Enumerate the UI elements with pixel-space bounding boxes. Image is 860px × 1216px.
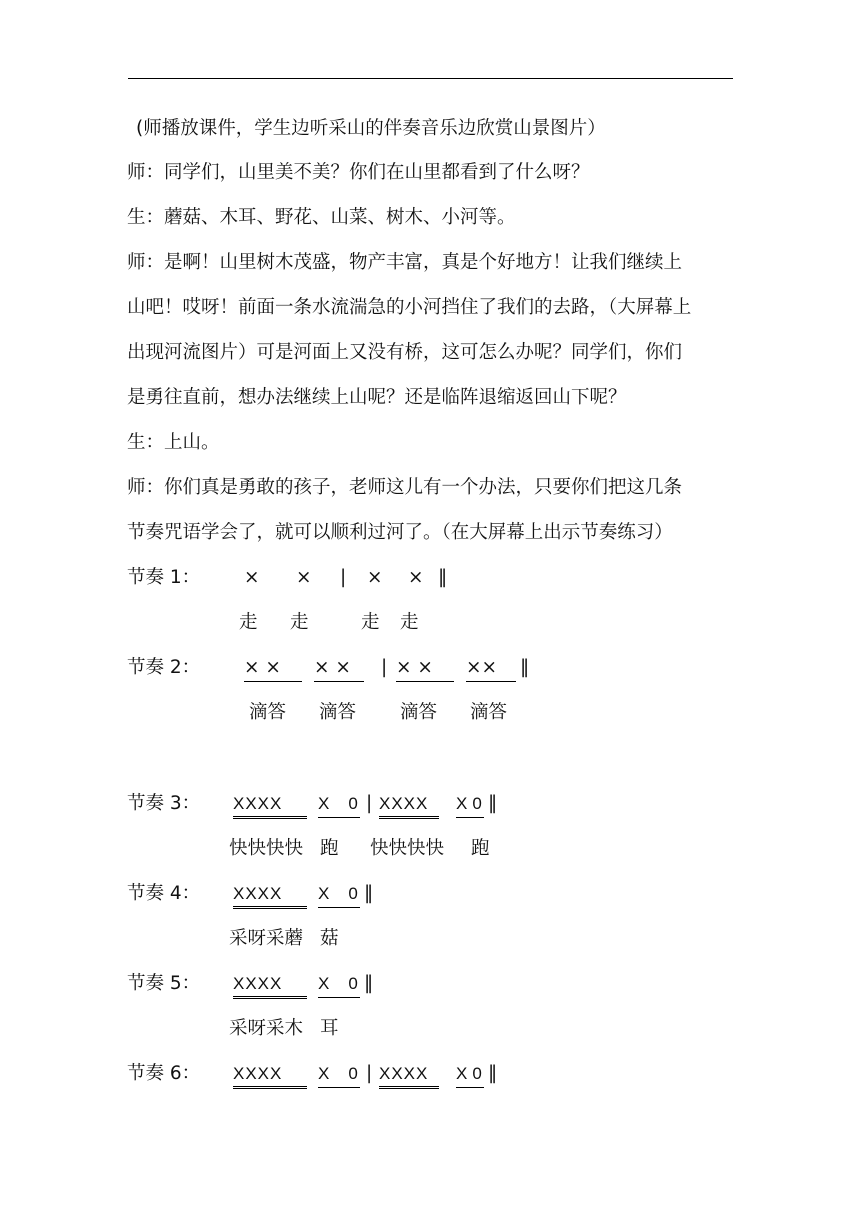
rhythm-6-sixteenth-notes: XXXX — [233, 1062, 307, 1089]
rhythm-1-note: × — [244, 567, 260, 588]
rhythm-3-barline: | — [366, 793, 373, 814]
paragraph-student-2: 生：上山。 — [127, 432, 220, 453]
rhythm-6-sixteenth-notes: XXXX — [379, 1062, 439, 1089]
rhythm-2-word: 滴答 — [319, 702, 357, 723]
paragraph-teacher-2-line-2: 山吧！哎呀！前面一条水流湍急的小河挡住了我们的去路，（大屏幕上 — [127, 297, 692, 318]
rhythm-1-note: × — [367, 567, 383, 588]
rhythm-1-label: 节奏 1： — [127, 567, 201, 588]
rhythm-2-note-group: × × — [314, 656, 364, 682]
rhythm-3-word: 快快快快 — [229, 838, 304, 859]
rhythm-5-word: 采呀采木 — [229, 1018, 304, 1039]
rhythm-3-eighth-note: X 0 — [456, 792, 484, 818]
rhythm-4-eighth-note: X 0 — [318, 882, 360, 908]
rhythm-3-sixteenth-notes: XXXX — [379, 792, 439, 819]
rhythm-6-barline: | — [366, 1063, 373, 1084]
rhythm-1-note: × — [296, 567, 312, 588]
rhythm-2-word: 滴答 — [470, 702, 508, 723]
paragraph-teacher-2-line-4: 是勇往直前，想办法继续上山呢？还是临阵退缩返回山下呢？ — [127, 387, 627, 408]
rhythm-5-sixteenth-notes: XXXX — [233, 972, 307, 999]
rhythm-5-word: 耳 — [320, 1018, 339, 1039]
header-rule — [128, 78, 733, 79]
rhythm-3-sixteenth-notes: XXXX — [233, 792, 307, 819]
rhythm-2-label: 节奏 2： — [127, 657, 201, 678]
rhythm-5-eighth-note: X 0 — [318, 972, 360, 998]
rhythm-2-end-barline: ‖ — [520, 657, 530, 678]
rhythm-5-label: 节奏 5： — [127, 973, 201, 994]
rhythm-2-note-group: × × — [244, 656, 302, 682]
rhythm-6-eighth-note: X 0 — [456, 1062, 484, 1088]
rhythm-3-eighth-note: X 0 — [318, 792, 360, 818]
rhythm-3-label: 节奏 3： — [127, 793, 201, 814]
paragraph-teacher-3-line-1: 师：你们真是勇敢的孩子，老师这儿有一个办法，只要你们把这几条 — [127, 477, 683, 498]
rhythm-2-note-group: ×× — [466, 656, 516, 682]
rhythm-3-word: 跑 — [471, 838, 490, 859]
rhythm-1-word: 走 — [290, 612, 309, 633]
rhythm-4-end-barline: ‖ — [364, 883, 374, 904]
rhythm-6-eighth-note: X 0 — [318, 1062, 360, 1088]
rhythm-2-barline: | — [381, 657, 388, 678]
rhythm-4-sixteenth-notes: XXXX — [233, 882, 307, 909]
rhythm-1-end-barline: ‖ — [438, 567, 448, 588]
rhythm-4-word: 采呀采蘑 — [229, 928, 304, 949]
paragraph-stage-direction: (师播放课件，学生边听采山的伴奏音乐边欣赏山景图片） — [136, 118, 606, 139]
paragraph-student-1: 生：蘑菇、木耳、野花、山菜、树木、小河等。 — [127, 207, 516, 228]
paragraph-teacher-3-line-2: 节奏咒语学会了，就可以顺利过河了。（在大屏幕上出示节奏练习） — [127, 522, 673, 543]
rhythm-4-word: 菇 — [320, 928, 339, 949]
rhythm-4-label: 节奏 4： — [127, 883, 201, 904]
rhythm-2-word: 滴答 — [400, 702, 438, 723]
paragraph-teacher-2-line-1: 师：是啊！山里树木茂盛，物产丰富，真是个好地方！让我们继续上 — [127, 252, 683, 273]
rhythm-1-word: 走 — [400, 612, 419, 633]
rhythm-2-note-group: × × — [396, 656, 454, 682]
rhythm-3-word: 跑 — [320, 838, 339, 859]
paragraph-teacher-1: 师：同学们，山里美不美？你们在山里都看到了什么呀？ — [127, 162, 590, 183]
rhythm-1-note: × — [408, 567, 424, 588]
rhythm-6-label: 节奏 6： — [127, 1063, 201, 1084]
rhythm-6-end-barline: ‖ — [488, 1063, 498, 1084]
rhythm-3-end-barline: ‖ — [488, 793, 498, 814]
rhythm-3-word: 快快快快 — [370, 838, 445, 859]
rhythm-1-barline: | — [340, 567, 347, 588]
rhythm-1-word: 走 — [361, 612, 380, 633]
rhythm-2-word: 滴答 — [249, 702, 287, 723]
rhythm-5-end-barline: ‖ — [364, 973, 374, 994]
rhythm-1-word: 走 — [239, 612, 258, 633]
paragraph-teacher-2-line-3: 出现河流图片）可是河面上又没有桥，这可怎么办呢？同学们，你们 — [127, 342, 683, 363]
